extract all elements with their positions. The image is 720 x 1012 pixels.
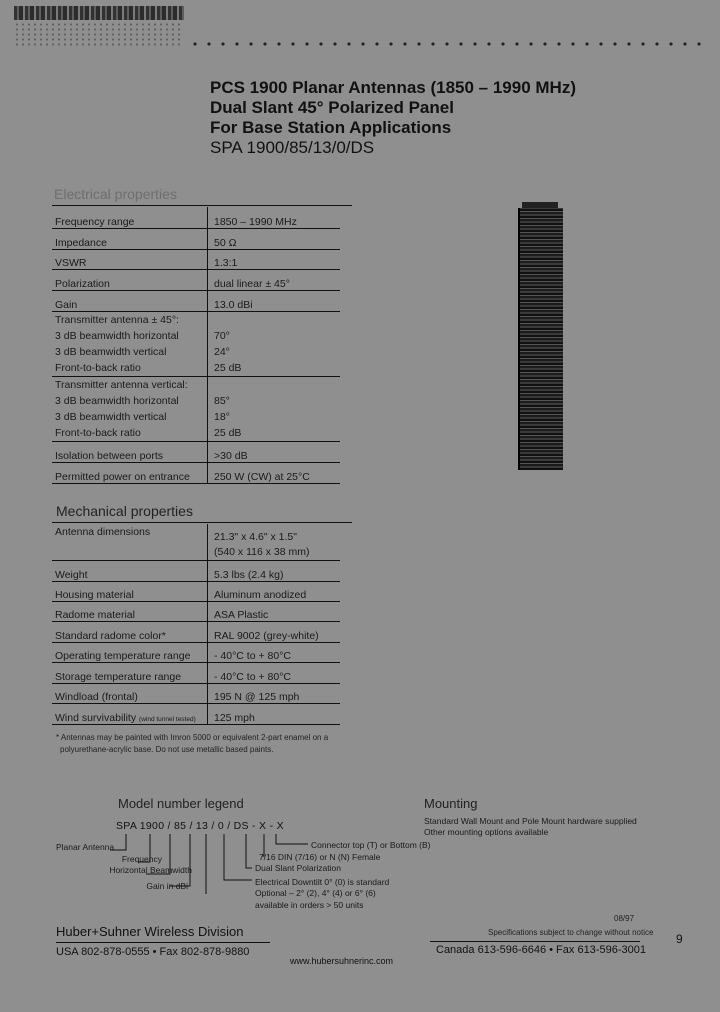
spec-value: - 40°C to + 80°C (208, 642, 341, 662)
spec-value: dual linear ± 45° (208, 269, 341, 290)
page-number: 9 (676, 932, 683, 946)
spec-key: Housing material (52, 581, 208, 601)
spec-key: Isolation between ports (52, 441, 208, 462)
leader-line (224, 834, 252, 880)
spec-key: Frequency range (52, 207, 208, 228)
spec-group-heading: Transmitter antenna ± 45°: (55, 313, 179, 326)
dimensions-metric: (540 x 116 x 38 mm) (214, 545, 310, 558)
spec-key: 3 dB beamwidth vertical (55, 345, 167, 358)
spec-notice: Specifications subject to change without notice (488, 928, 654, 937)
legend-label: Frequency (121, 853, 162, 864)
spec-value: 50 Ω (208, 228, 341, 249)
footnote-line-2: polyurethane-acrylic base. Do not use metallic based paints. (60, 745, 274, 754)
legend-label: Planar Antenna (56, 842, 115, 852)
legend-label: Connector top (T) or Bottom (B) (311, 840, 431, 850)
spec-key: Antenna dimensions (52, 524, 208, 560)
canada-contact: Canada 613-596-6646 • Fax 613-596-3001 (436, 944, 646, 956)
spec-key: Standard radome color* (52, 621, 208, 642)
spec-key: Permitted power on entrance (52, 462, 208, 483)
legend-label: available in orders > 50 units (255, 899, 364, 910)
spec-key: Impedance (52, 228, 208, 249)
spec-key: Windload (frontal) (52, 683, 208, 703)
spec-group-heading: Transmitter antenna vertical: (55, 378, 188, 391)
footer-rule-left (56, 942, 270, 943)
dimensions-imperial: 21.3" x 4.6" x 1.5" (214, 530, 297, 543)
spec-key: Weight (52, 560, 208, 581)
spec-value: 25 dB (208, 360, 341, 377)
spec-key: Front-to-back ratio (52, 360, 208, 377)
spec-value: 1.3:1 (208, 249, 341, 269)
website-link[interactable]: www.hubersuhnerinc.com (290, 956, 394, 966)
spec-value: 85° (208, 393, 341, 409)
spec-key: Polarization (52, 269, 208, 290)
spec-key: Gain (52, 290, 208, 311)
legend-label: Horizontal Beamwidth (109, 865, 192, 875)
footnote-line-1: * Antennas may be painted with Imron 5000 or equivalent 2-part enamel on a (56, 733, 329, 742)
spec-key: Operating temperature range (52, 642, 208, 662)
leader-line (110, 834, 126, 850)
legend-label: Electrical Downtilt 0° (0) is standard (255, 876, 390, 887)
electrical-heading: Electrical properties (54, 186, 177, 202)
mounting-heading: Mounting (424, 796, 478, 811)
spec-value: 18° (208, 409, 341, 425)
legend-label: 7/16 DIN (7/16) or N (N) Female (259, 851, 381, 862)
spec-value: 1850 – 1990 MHz (208, 207, 341, 228)
spec-value: 24° (208, 344, 341, 360)
wind-label-note: (wind tunnel tested) (139, 715, 196, 723)
spec-value: 5.3 lbs (2.4 kg) (208, 560, 341, 581)
wind-label: Wind survivability (55, 711, 137, 724)
legend-label: Optional – 2° (2), 4° (4) or 6° (6) (255, 888, 376, 898)
spec-value: ASA Plastic (208, 601, 341, 621)
spec-value: 250 W (CW) at 25°C (208, 462, 341, 483)
spec-value: 195 N @ 125 mph (208, 683, 341, 703)
usa-contact: USA 802-878-0555 • Fax 802-878-9880 (56, 946, 250, 958)
spec-key: Radome material (52, 601, 208, 621)
title-line-1: PCS 1900 Planar Antennas (1850 – 1990 MHz) (210, 78, 576, 97)
mechanical-heading: Mechanical properties (56, 503, 193, 519)
leader-line (262, 834, 264, 856)
date-code: 08/97 (614, 914, 635, 923)
mounting-text (424, 816, 654, 838)
spec-value: >30 dB (208, 441, 341, 462)
legend-label: Dual Slant Polarization (255, 863, 341, 873)
spec-key: 3 dB beamwidth vertical (55, 410, 167, 423)
mounting-line-1: Standard Wall Mount and Pole Mount hardware supplied (424, 816, 637, 826)
leader-line (138, 834, 150, 862)
spec-value: - 40°C to + 80°C (208, 662, 341, 683)
leader-line (170, 834, 190, 886)
spec-key: Storage temperature range (52, 662, 208, 683)
spec-value: 13.0 dBi (208, 290, 341, 311)
title-line-3: For Base Station Applications (210, 118, 452, 137)
footer-rule-right (430, 941, 640, 942)
legend-code: SPA 1900 / 85 / 13 / 0 / DS - X - X (116, 820, 284, 832)
spec-value: RAL 9002 (grey-white) (208, 621, 341, 642)
spec-key: Front-to-back ratio (52, 425, 208, 442)
spec-key: 3 dB beamwidth horizontal (55, 394, 179, 407)
spec-value: 125 mph (208, 703, 341, 724)
model-number: SPA 1900/85/13/0/DS (210, 138, 375, 157)
mounting-line-2: Other mounting options available (424, 827, 549, 837)
title-line-2: Dual Slant 45° Polarized Panel (210, 98, 454, 117)
spec-value: 25 dB (208, 425, 341, 442)
spec-value: Aluminum anodized (208, 581, 341, 601)
spec-key: VSWR (52, 249, 208, 269)
legend-label: Gain in dBi (146, 880, 188, 891)
spec-key: 3 dB beamwidth horizontal (55, 329, 179, 342)
spec-value: 70° (208, 328, 341, 344)
company-name: Huber+Suhner Wireless Division (56, 924, 244, 939)
leader-line (246, 834, 252, 868)
leader-line (276, 834, 308, 844)
legend-heading: Model number legend (118, 796, 244, 811)
